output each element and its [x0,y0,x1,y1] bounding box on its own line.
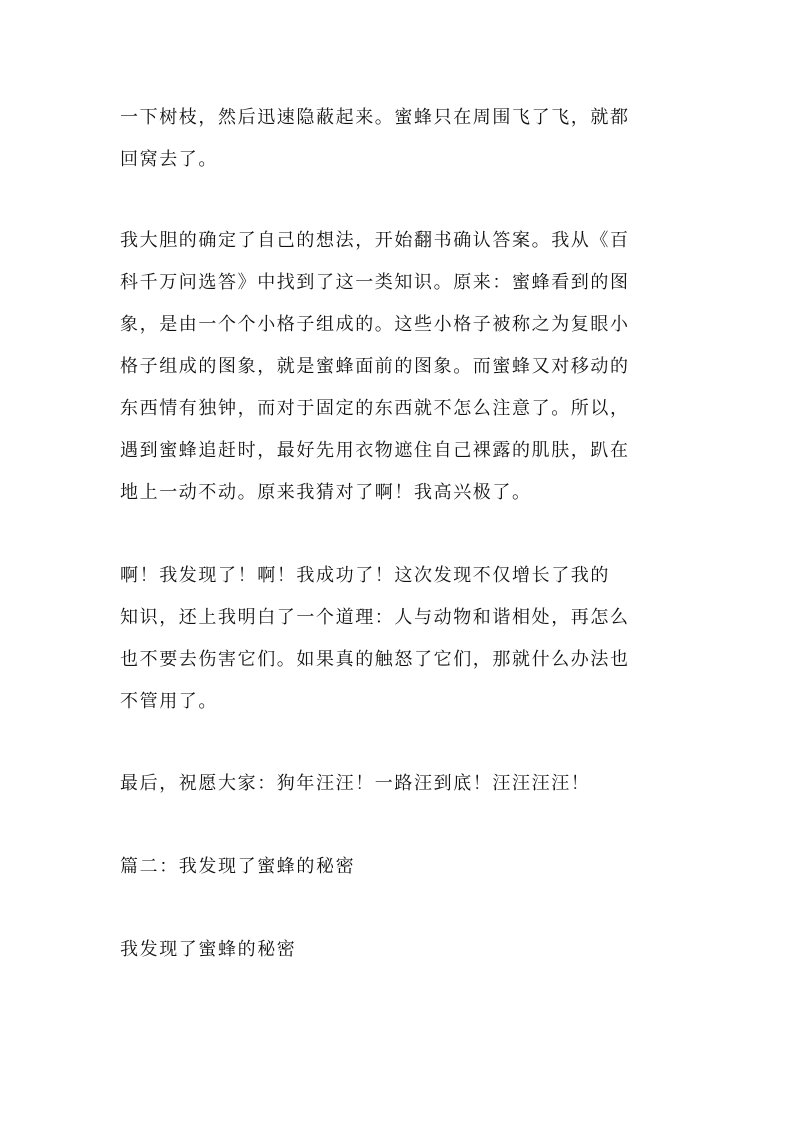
paragraph-2-line-3: 象，是由一个个小格子组成的。这些小格子被称之为复眼小 [120,314,630,335]
paragraph-2-line-2: 科千万问选答》中找到了这一类知识。原来：蜜蜂看到的图 [120,272,630,293]
paragraph-2-line-1: 我大胆的确定了自己的想法，开始翻书确认答案。我从《百 [120,230,630,251]
paragraph-1-line-2: 回窝去了。 [120,149,218,170]
article-title: 我发现了蜜蜂的秘密 [120,939,297,960]
paragraph-2-line-4: 格子组成的图象，就是蜜蜂面前的图象。而蜜蜂又对移动的 [120,356,630,377]
paragraph-3-line-2: 知识，还上我明白了一个道理：人与动物和谐相处，再怎么 [120,607,630,628]
paragraph-1-line-1: 一下树枝，然后迅速隐蔽起来。蜜蜂只在周围飞了飞，就都 [120,107,630,128]
paragraph-2-line-5: 东西情有独钟，而对于固定的东西就不怎么注意了。所以， [120,398,630,419]
paragraph-2-line-7: 地上一动不动。原来我猜对了啊！我高兴极了。 [120,482,532,503]
paragraph-3-line-3: 也不要去伤害它们。如果真的触怒了它们，那就什么办法也 [120,649,630,670]
section-heading: 篇二：我发现了蜜蜂的秘密 [120,856,356,877]
paragraph-4-line-1: 最后，祝愿大家：狗年汪汪！一路汪到底！汪汪汪汪！ [120,773,591,794]
paragraph-2-line-6: 遇到蜜蜂追赶时，最好先用衣物遮住自己裸露的肌肤，趴在 [120,440,630,461]
paragraph-3-line-1: 啊！我发现了！啊！我成功了！这次发现不仅增长了我的 [120,565,610,586]
paragraph-3-line-4: 不管用了。 [120,691,218,712]
